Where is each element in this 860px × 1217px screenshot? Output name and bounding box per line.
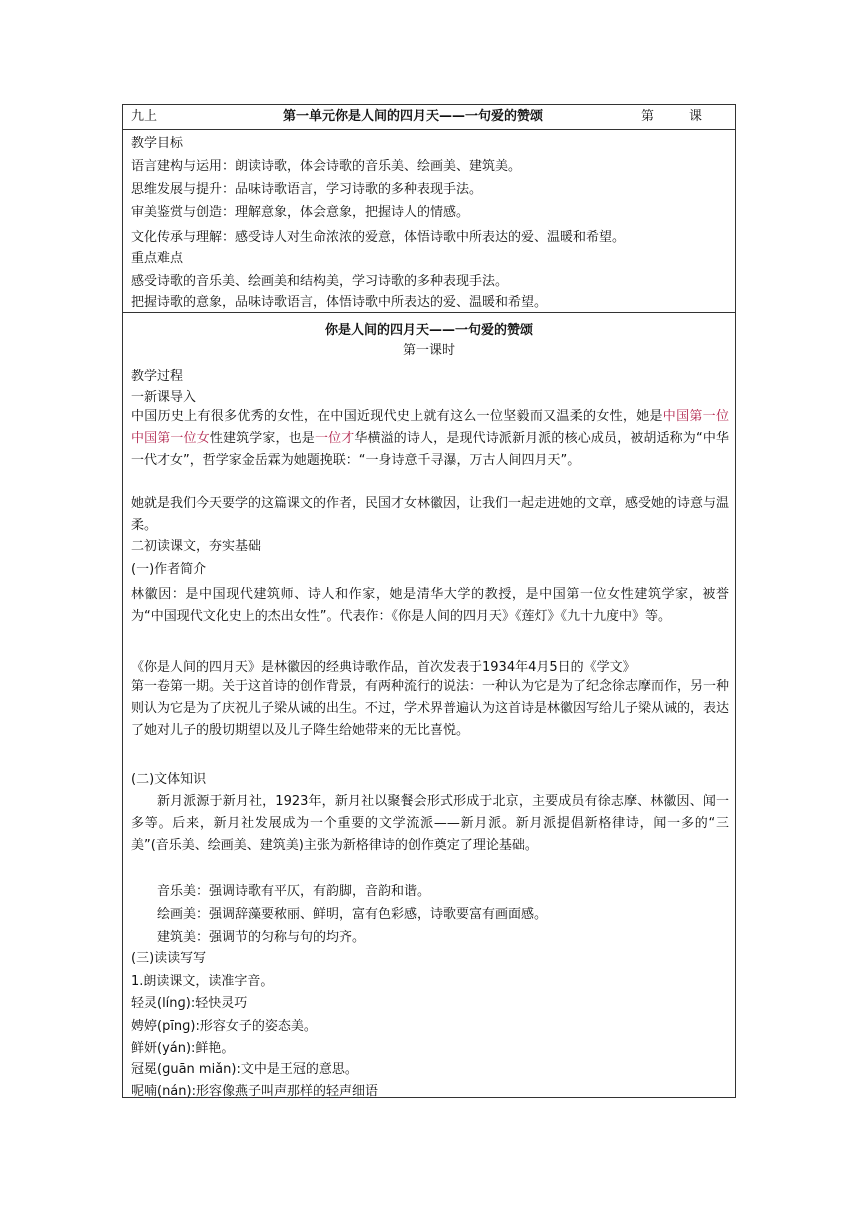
read-heading: 二初读课文，夯实基础 [131,539,262,554]
intro-text: 华横溢的诗人，是现代诗派新月派的核心成员，被胡适称为“中华一代才女”，哲学家金岳霖为她题挽联：“一身诗意千寻瀑，万古人间四月天”。 [131,431,729,468]
header-row [123,105,735,130]
intro-paragraph [131,406,729,472]
key-item: 把握诗歌的意象，品味诗歌语言，体悟诗歌中所表达的爱、温暖和希望。 [131,295,548,310]
genre-heading: (二)文体知识 [131,772,207,787]
intro-paragraph-2: 她就是我们今天要学的这篇课文的作者，民国才女林徽因，让我们一起走进她的文章，感受她的诗意与温柔。 [131,496,730,533]
author-paragraph-2a: 《你是人间的四月天》是林徽因的经典诗歌作品，首次发表于1934年4月5日的《学文》 [131,660,636,675]
goal-item: 文化传承与理解：感受诗人对生命浓浓的爱意，体悟诗歌中所表达的爱、温暖和希望。 [131,230,626,245]
intro-highlight: 一位才 [314,431,355,446]
intro-heading: 一新课导入 [131,390,197,405]
grade-label: 九上 [131,109,158,124]
author-paragraph: 林徽因：是中国现代建筑师、诗人和作家，她是清华大学的教授，是中国第一位女性建筑学家，被誉为“中国现代文化史上的杰出女性”。代表作：《你是人间的四月天》《莲灯》《九十九度中》等。 [131,587,729,624]
rw-heading: (三)读读写写 [131,951,207,966]
key-item: 感受诗歌的音乐美、绘画美和结构美，学习诗歌的多种表现手法。 [131,274,509,289]
goal-item: 语言建构与运用：朗读诗歌，体会诗歌的音乐美、绘画美、建筑美。 [131,159,522,174]
genre-painting: 绘画美：强调辞藻要秾丽、鲜明，富有色彩感，诗歌要富有画面感。 [157,907,548,922]
lesson-plan-table [122,104,736,1098]
goal-item: 思维发展与提升：品味诗歌语言，学习诗歌的多种表现手法。 [131,182,483,197]
vocab-item: 轻灵(línɡ):轻快灵巧 [131,996,248,1011]
key-heading: 重点难点 [131,251,184,266]
author-heading: (一)作者简介 [131,562,207,577]
lesson-section [123,313,735,1097]
vocab-item: 呢喃(nán):形容像燕子叫声那样的轻声细语 [131,1084,378,1099]
genre-architecture: 建筑美：强调节的匀称与句的均齐。 [157,930,366,945]
lesson-suffix: 课 [689,109,703,124]
lesson-title: 你是人间的四月天——一句爱的赞颂 [324,323,533,338]
genre-paragraph: 新月派源于新月社，1923年，新月社以聚餐会形式形成于北京，主要成员有徐志摩、林徽因、闻一多等。后来，新月社发展成为一个重要的文学流派——新月派。新月派提倡新格律诗，闻一多的“三美”(音乐美、绘画美、建筑美)主张为新格律诗的创作奠定了理论基础。 [131,794,729,853]
vocab-item: 鲜妍(yán):鲜艳。 [131,1041,235,1056]
author-paragraph-2b: 第一卷第一期。关于这首诗的创作背景，有两种流行的说法：一种认为它是为了纪念徐志摩而作，另一种则认为它是为了庆祝儿子梁从诫的出生。不过，学术界普遍认为这首诗是林徽因写给儿子梁从诫的，表达了她对儿子的殷切期望以及儿子降生给她带来的无比喜悦。 [131,679,730,738]
lesson-prefix: 第 [641,109,655,124]
lesson-period: 第一课时 [402,343,455,358]
vocab-item: 冠冕(ɡuān miǎn):文中是王冠的意思。 [131,1062,358,1077]
process-heading: 教学过程 [131,369,184,384]
unit-title: 第一单元你是人间的四月天——一句爱的赞颂 [283,109,544,124]
rw-item: 1.朗读课文，读准字音。 [131,974,274,989]
intro-text: 性建筑学家，也是 [209,431,315,446]
goals-section [123,130,735,313]
vocab-item: 娉婷(pīnɡ):形容女子的姿态美。 [131,1019,317,1034]
goals-heading: 教学目标 [131,136,184,151]
goal-item: 审美鉴赏与创造：理解意象，体会意象，把握诗人的情感。 [131,205,470,220]
genre-music: 音乐美：强调诗歌有平仄，有韵脚，音韵和谐。 [157,884,431,899]
intro-text: 中国历史上有很多优秀的女性，在中国近现代史上就有这么一位坚毅而又温柔的女性，她是 [131,409,663,424]
intro-highlight: 中国第一位中国第一位女 [131,409,729,446]
